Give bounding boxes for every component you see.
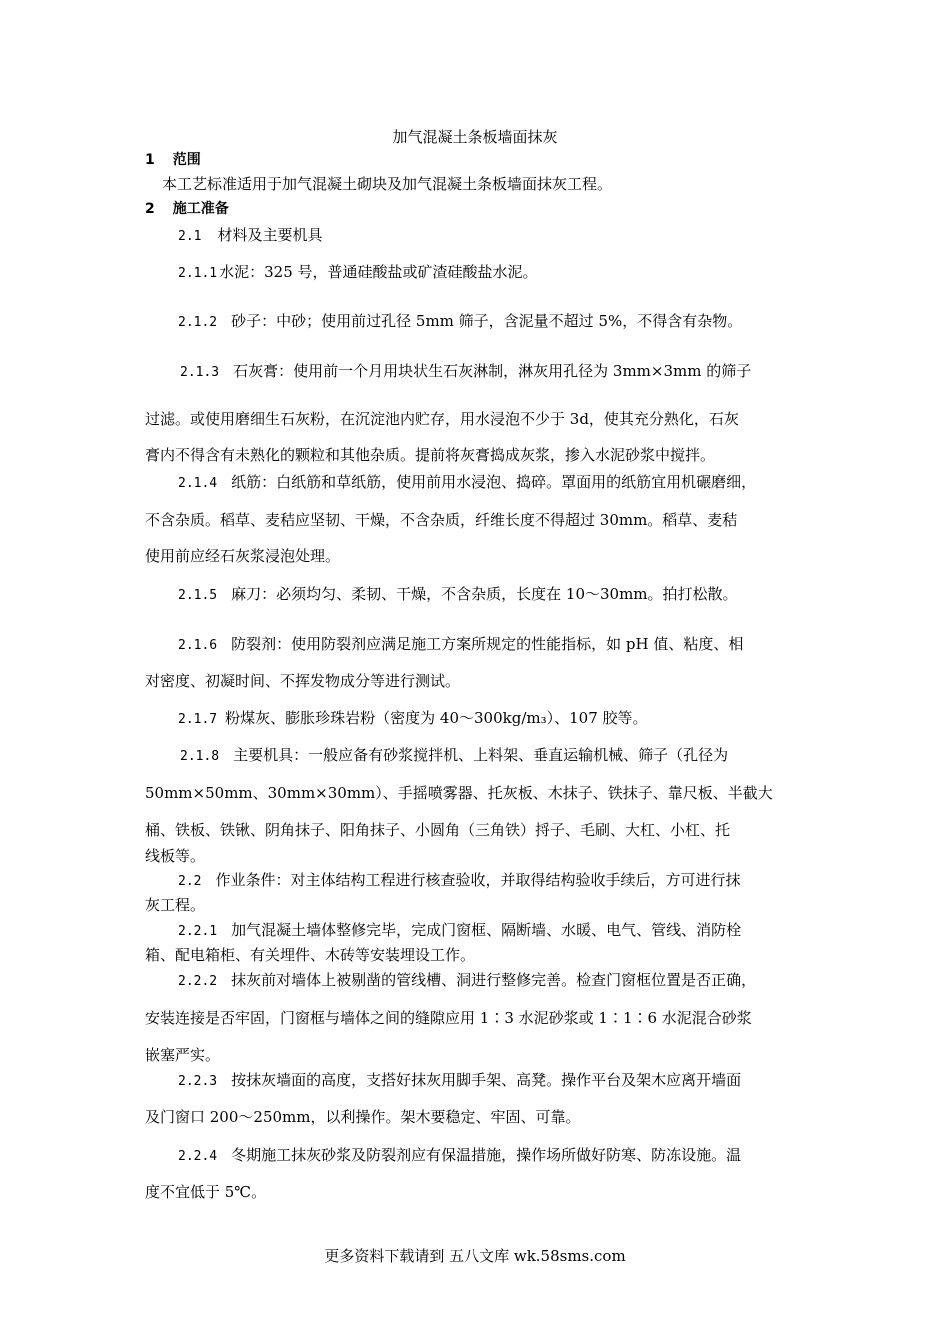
paragraph-line: 膏内不得含有未熟化的颗粒和其他杂质。提前将灰膏捣成灰浆，掺入水泥砂浆中搅拌。 <box>145 446 716 464</box>
clause-number: 2.2.4 <box>178 1149 218 1164</box>
clause-text: 水泥：325 号，普通硅酸盐或矿渣硅酸盐水泥。 <box>219 263 538 281</box>
clause-number: 2.1.5 <box>178 588 218 603</box>
clause-number: 2.2 <box>178 874 202 889</box>
clause-text: 纸筋：白纸筋和草纸筋，使用前用水浸泡、捣碎。罩面用的纸筋宜用机碾磨细， <box>231 473 757 491</box>
clause-text: 按抹灰墙面的高度，支搭好抹灰用脚手架、高凳。操作平台及架木应离开墙面 <box>231 1071 742 1089</box>
clause-number: 2.1.3 <box>180 365 220 380</box>
paragraph-line: 50mm×50mm、30mm×30mm）、手摇喷雾器、托灰板、木抹子、铁抹子、靠尺板、半截大 <box>145 784 773 802</box>
clause-number: 2.1.4 <box>178 476 218 491</box>
clause-2-1-5 <box>178 584 848 606</box>
clause-text: 防裂剂：使用防裂剂应满足施工方案所规定的性能指标，如 pH 值、粘度、相 <box>231 635 744 653</box>
section-number: 2 <box>145 201 155 217</box>
clause-text: 砂子：中砂；使用前过孔径 5mm 筛子，含泥量不超过 5%，不得含有杂物。 <box>231 312 743 330</box>
paragraph-line: 安装连接是否牢固，门窗框与墙体之间的缝隙应用 1∶3 水泥砂浆或 1∶1∶6 水泥混合砂浆 <box>145 1009 752 1027</box>
clause-text: 加气混凝土墙体整修完毕，完成门窗框、隔断墙、水暖、电气、管线、消防栓 <box>231 921 742 939</box>
clause-2-2-4 <box>178 1145 848 1167</box>
clause-2-2-3 <box>178 1070 848 1092</box>
paragraph-line: 箱、配电箱柜、有关埋件、木砖等安装埋设工作。 <box>145 946 476 964</box>
paragraph-line: 嵌塞严实。 <box>145 1046 221 1064</box>
clause-2-1-8 <box>180 745 850 767</box>
section-title: 施工准备 <box>172 201 229 217</box>
clause-number: 2.2.3 <box>178 1074 218 1089</box>
paragraph-line: 不含杂质。稻草、麦秸应坚韧、干燥，不含杂质，纤维长度不得超过 30mm。稻草、麦秸 <box>145 511 738 529</box>
clause-2-1-1 <box>178 262 848 284</box>
clause-2-1-2 <box>178 311 848 333</box>
clause-number: 2.1.6 <box>178 638 218 653</box>
clause-number: 2.1.1 <box>178 266 218 281</box>
clause-number: 2.1.7 <box>178 712 218 727</box>
paragraph-line: 桶、铁板、铁锹、阴角抹子、阳角抹子、小圆角（三角铁）捋子、毛刷、大杠、小杠、托 <box>145 821 731 839</box>
paragraph-line: 灰工程。 <box>145 896 206 914</box>
paragraph-line: 对密度、初凝时间、不挥发物成分等进行测试。 <box>145 672 461 690</box>
clause-2-1-3 <box>180 361 850 383</box>
clause-2-2-1 <box>178 920 848 942</box>
clause-text: 抹灰前对墙体上被剔凿的管线槽、洞进行整修完善。检查门窗框位置是否正确， <box>231 971 757 989</box>
clause-2-2-2 <box>178 970 848 992</box>
clause-number: 2.2.1 <box>178 924 218 939</box>
clause-number: 2.2.2 <box>178 974 218 989</box>
clause-text: 主要机具：一般应备有砂浆搅拌机、上料架、垂直运输机械、筛子（孔径为 <box>233 746 729 764</box>
clause-number: 2.1.8 <box>180 749 220 764</box>
section-2-heading <box>145 199 815 219</box>
document-title: 加气混凝土条板墙面抹灰 <box>392 128 558 146</box>
clause-text: 冬期施工抹灰砂浆及防裂剂应有保温措施，操作场所做好防寒、防冻设施。温 <box>231 1146 742 1164</box>
clause-number: 2.1 <box>178 229 202 244</box>
section-title: 范围 <box>172 152 201 168</box>
clause-text: 粉煤灰、膨胀珍珠岩粉（密度为 40～300kg/m₃）、107 胶等。 <box>225 709 648 727</box>
section-number: 1 <box>145 152 155 168</box>
clause-2-2 <box>178 870 848 892</box>
clause-text: 作业条件：对主体结构工程进行核查验收，并取得结构验收手续后，方可进行抹 <box>215 871 741 889</box>
clause-text: 石灰膏：使用前一个月用块状生石灰淋制，淋灰用孔径为 3mm×3mm 的筛子 <box>233 362 752 380</box>
paragraph-line: 线板等。 <box>145 847 206 865</box>
clause-number: 2.1.2 <box>178 315 218 330</box>
paragraph-line: 度不宜低于 5℃。 <box>145 1183 267 1201</box>
clause-text: 麻刀：必须均匀、柔韧、干燥，不含杂质，长度在 10～30mm。拍打松散。 <box>231 585 738 603</box>
clause-2-1-4 <box>178 472 848 494</box>
paragraph-line: 及门窗口 200～250mm，以利操作。架木要稳定、牢固、可靠。 <box>145 1108 581 1126</box>
clause-2-1-6 <box>178 634 848 656</box>
paragraph-line: 过滤。或使用磨细生石灰粉，在沉淀池内贮存，用水浸泡不少于 3d，使其充分熟化，石灰 <box>145 410 739 428</box>
clause-2-1-7 <box>178 708 848 730</box>
clause-2-1 <box>178 225 848 247</box>
paragraph-line: 本工艺标准适用于加气混凝土砌块及加气混凝土条板墙面抹灰工程。 <box>162 175 613 193</box>
paragraph-line: 使用前应经石灰浆浸泡处理。 <box>145 547 341 565</box>
clause-text: 材料及主要机具 <box>217 226 323 244</box>
section-1-heading <box>145 150 815 170</box>
page-footer: 更多资料下载请到 五八文库 wk.58sms.com <box>324 1247 626 1265</box>
